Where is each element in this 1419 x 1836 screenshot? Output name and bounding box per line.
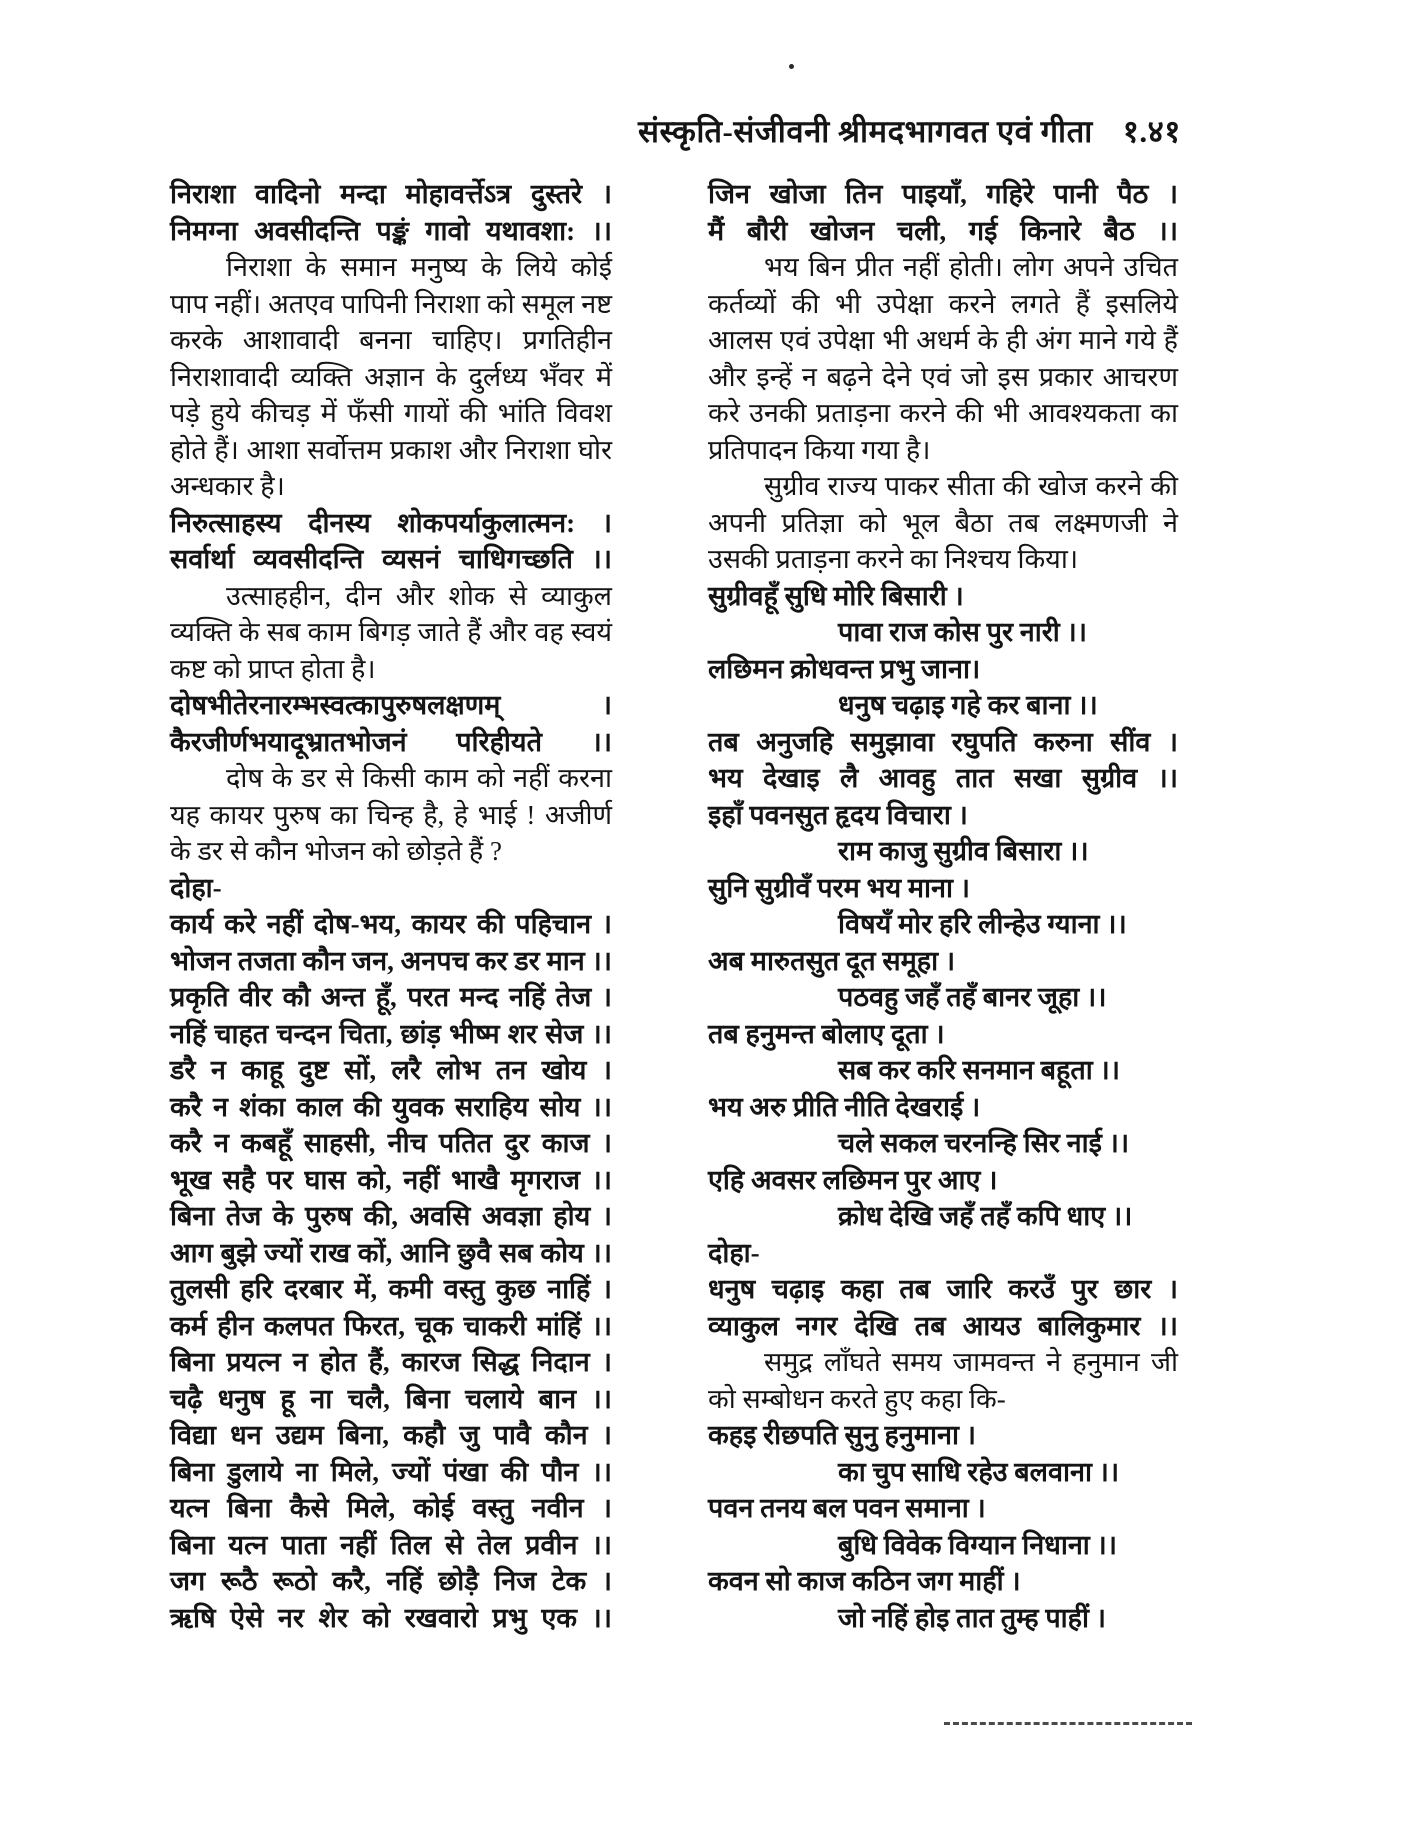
paragraph: दोष के डर से किसी काम को नहीं करना यह कायर पुरुष का चिन्ह है, हे भाई ! अजीर्ण के डर से कौन भोजन को छोड़ते हैं ? <box>170 763 612 866</box>
doha-line: यत्न बिना कैसे मिले, कोई वस्तु नवीन । <box>170 1493 612 1523</box>
scan-speck <box>789 64 794 69</box>
doha-line: विद्या धन उद्यम बिना, कहौ जु पावै कौन । <box>170 1420 612 1450</box>
doha-line: कर्म हीन कलपत फिरत, चूक चाकरी मांहिं ।। <box>170 1310 612 1341</box>
shloka-line: निमग्ना अवसीदन्ति पङ्कं गावो यथावशा: ।। <box>170 215 612 246</box>
chaupai-line: लछिमन क्रोधवन्त प्रभु जाना। <box>708 653 981 684</box>
doha-line: धनुष चढ़ाइ कहा तब जारि करउँ पुर छार । <box>708 1274 1178 1304</box>
doha-line: बिना यत्न पाता नहीं तिल से तेल प्रवीन ।। <box>170 1529 612 1560</box>
chaupai-line: चले सकल चरनन्हि सिर नाई ।। <box>838 1128 1130 1158</box>
doha-line: कार्य करे नहीं दोष-भय, कायर की पहिचान । <box>170 909 612 939</box>
doha-line: मैं बौरी खोजन चली, गई किनारे बैठ ।। <box>708 215 1178 246</box>
shloka-line: निरुत्साहस्य दीनस्य शोकपर्याकुलात्मन: । <box>170 507 612 538</box>
chaupai-line: इहाँ पवनसुत हृदय विचारा । <box>708 799 968 830</box>
chaupai-line: जो नहिं होइ तात तुम्ह पाहीं । <box>838 1602 1106 1633</box>
chaupai-line: कहइ रीछपति सुनु हनुमाना । <box>708 1420 976 1450</box>
doha-line: तुलसी हरि दरबार में, कमी वस्तु कुछ नाहिं । <box>170 1274 612 1304</box>
shloka-line: निराशा वादिनो मन्दा मोहावर्त्तेऽत्र दुस्तरे । <box>170 179 612 209</box>
doha-line: बिना तेज के पुरुष की, अवसि अवज्ञा होय । <box>170 1201 612 1231</box>
chaupai-line: पठवहु जहँ तहँ बानर जूहा ।। <box>838 982 1107 1012</box>
chaupai-line: पावा राज कोस पुर नारी ।। <box>838 617 1087 647</box>
doha-line: करै न शंका काल की युवक सराहिय सोय ।। <box>170 1091 612 1122</box>
chaupai-line: पवन तनय बल पवन समाना । <box>708 1493 986 1523</box>
chaupai-line: अब मारुतसुत दूत समूहा । <box>708 945 956 976</box>
chaupai-line: सुग्रीवहूँ सुधि मोरि बिसारी । <box>708 580 964 611</box>
chaupai-line: भय अरु प्रीति नीति देखराई । <box>708 1091 981 1122</box>
left-column <box>170 176 612 1636</box>
doha-line: भोजन तजता कौन जन, अनपच कर डर मान ।। <box>170 945 612 976</box>
header-title: संस्कृति-संजीवनी श्रीमदभागवत एवं गीता <box>638 114 1093 149</box>
chaupai-line: क्रोध देखि जहँ तहँ कपि धाए ।। <box>838 1201 1133 1231</box>
doha-line: भय देखाइ लै आवहु तात सखा सुग्रीव ।। <box>708 763 1178 793</box>
page-header <box>638 110 1181 152</box>
paragraph: भय बिन प्रीत नहीं होती। लोग अपने उचित कर्तव्यों की भी उपेक्षा करने लगते हैं इसलिये आलस एवं उपेक्षा भी अधर्म के ही अंग माने गये हैं और इन्हें न बढ़ने देने एवं जो इस प्रकार आचरण करे उनकी प्रताड़ना करने की भी आवश्यकता का प्रतिपादन किया गया है। <box>708 252 1178 465</box>
doha-line: भूख सहै पर घास को, नहीं भाखै मृगराज ।। <box>170 1164 612 1195</box>
paragraph: सुग्रीव राज्य पाकर सीता की खोज करने की अपनी प्रतिज्ञा को भूल बैठा तब लक्ष्मणजी ने उसकी प्रताड़ना करने का निश्चय किया। <box>708 471 1178 574</box>
chaupai-line: तब हनुमन्त बोलाए दूता । <box>708 1018 945 1049</box>
chaupai-line: धनुष चढ़ाइ गहे कर बाना ।। <box>838 690 1098 720</box>
paragraph: उत्साहहीन, दीन और शोक से व्याकुल व्यक्ति के सब काम बिगड़ जाते हैं और वह स्वयं कष्ट को प्राप्त होता है। <box>170 580 612 684</box>
chaupai-line: का चुप साधि रहेउ बलवाना ।। <box>838 1456 1120 1487</box>
doha-line: प्रकृति वीर कौ अन्त हूँ, परत मन्द नहिं तेज । <box>170 982 612 1012</box>
section-label: दोहा- <box>708 1237 760 1268</box>
doha-line: आग बुझे ज्यों राख कों, आनि छुवै सब कोय ।। <box>170 1237 612 1268</box>
chaupai-line: एहि अवसर लछिमन पुर आए । <box>708 1164 998 1195</box>
shloka-line: सर्वार्था व्यवसीदन्ति व्यसनं चाधिगच्छति ।। <box>170 544 612 574</box>
chaupai-line: सुनि सुग्रीवँ परम भय माना । <box>708 872 970 903</box>
paragraph: निराशा के समान मनुष्य के लिये कोई पाप नहीं। अतएव पापिनी निराशा को समूल नष्ट करके आशावादी बनना चाहिए। प्रगतिहीन निराशावादी व्यक्ति अज्ञान के दुर्लध्य भँवर में पड़े हुये कीचड़ में फँसी गायों की भांति विवश होते हैं। आशा सर्वोत्तम प्रकाश और निराशा घोर अन्धकार है। <box>170 252 612 501</box>
section-label: दोहा- <box>170 872 222 903</box>
doha-line: ऋषि ऐसे नर शेर को रखवारो प्रभु एक ।। <box>170 1602 612 1633</box>
doha-line: तब अनुजहि समुझावा रघुपति करुना सींव । <box>708 726 1178 757</box>
page-number: १.४१ <box>1122 114 1181 149</box>
chaupai-line: सब कर करि सनमान बहूता ।। <box>838 1055 1120 1085</box>
doha-line: जग रूठै रूठो करै, नहिं छोड़ै निज टेक । <box>170 1566 612 1596</box>
dashed-rule <box>944 1722 1192 1725</box>
doha-line: व्याकुल नगर देखि तब आयउ बालिकुमार ।। <box>708 1310 1178 1341</box>
chaupai-line: विषयँ मोर हरि लीन्हेउ ग्याना ।। <box>838 909 1127 939</box>
shloka-line: दोषभीतेरनारम्भस्वत्कापुरुषलक्षणम् । <box>170 690 612 720</box>
doha-line: बिना प्रयत्न न होत हैं, कारज सिद्ध निदान । <box>170 1347 612 1377</box>
doha-line: चढ़ै धनुष हू ना चलै, बिना चलाये बान ।। <box>170 1383 612 1414</box>
doha-line: नहिं चाहत चन्दन चिता, छांड़ भीष्म शर सेज ।। <box>170 1018 612 1049</box>
right-column <box>708 176 1178 1636</box>
doha-line: बिना डुलाये ना मिले, ज्यों पंखा की पौन ।। <box>170 1456 612 1487</box>
doha-line: करै न कबहूँ साहसी, नीच पतित दुर काज । <box>170 1128 612 1158</box>
paragraph: समुद्र लाँघते समय जामवन्त ने हनुमान जी को सम्बोधन करते हुए कहा कि- <box>708 1347 1178 1414</box>
chaupai-line: कवन सो काज कठिन जग माहीं । <box>708 1566 1021 1596</box>
doha-line: डरै न काहू दुष्ट सों, लरै लोभ तन खोय । <box>170 1055 612 1085</box>
shloka-line: कैरजीर्णभयादूभ्रातभोजनं परिहीयते ।। <box>170 726 612 757</box>
doha-line: जिन खोजा तिन पाइयाँ, गहिरे पानी पैठ । <box>708 179 1178 209</box>
chaupai-line: राम काजु सुग्रीव बिसारा ।। <box>838 836 1089 866</box>
chaupai-line: बुधि विवेक विग्यान निधाना ।। <box>838 1529 1118 1560</box>
